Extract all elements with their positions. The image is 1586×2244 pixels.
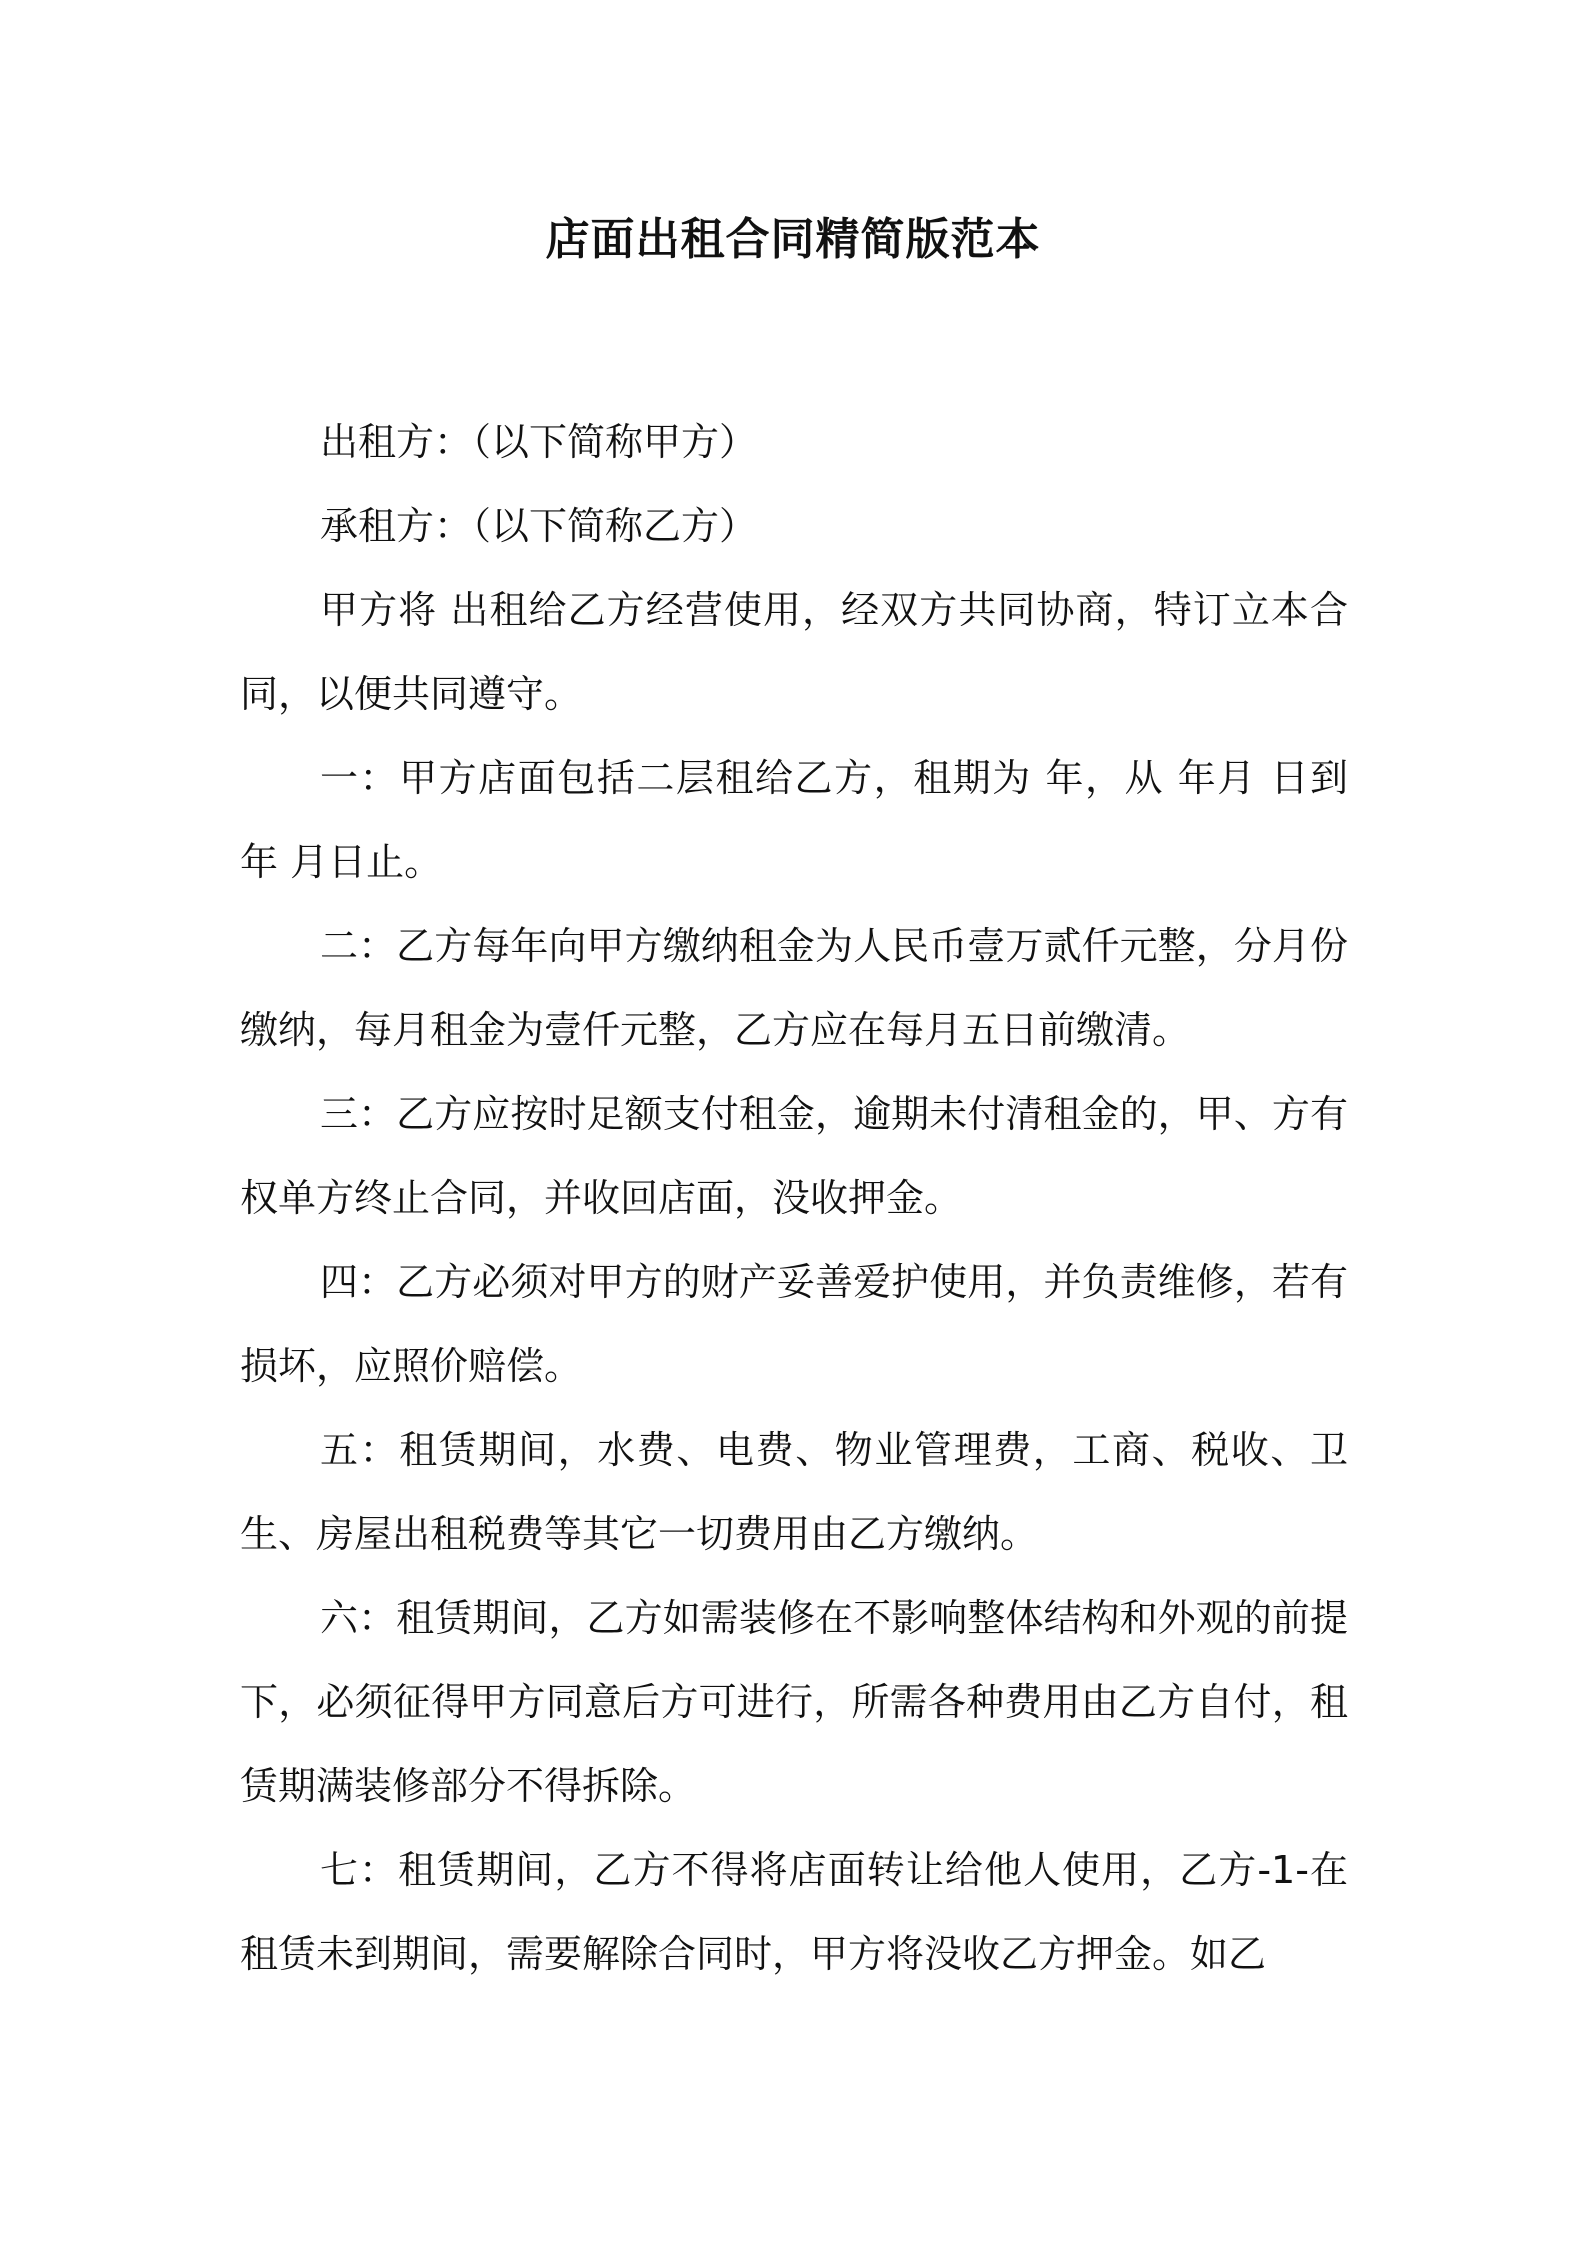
clause-7: 七：租赁期间，乙方不得将店面转让给他人使用，乙方-1-在租赁未到期间，需要解除合同时，甲方将没收乙方押金。如乙 bbox=[240, 1848, 1348, 1976]
clause-5: 五：租赁期间，水费、电费、物业管理费，工商、税收、卫生、房屋出租税费等其它一切费用由乙方缴纳。 bbox=[240, 1428, 1348, 1556]
lessor-line: 出租方：（以下简称甲方） bbox=[320, 420, 758, 464]
document-title: 店面出租合同精简版范本 bbox=[545, 214, 1041, 265]
clause-4: 四：乙方必须对甲方的财产妥善爱护使用，并负责维修，若有损坏，应照价赔偿。 bbox=[240, 1260, 1348, 1388]
clause-1: 一：甲方店面包括二层租给乙方，租期为 年，从 年月 日到 年 月日止。 bbox=[240, 756, 1348, 884]
clause-2: 二：乙方每年向甲方缴纳租金为人民币壹万贰仟元整，分月份缴纳，每月租金为壹仟元整，乙方应在每月五日前缴清。 bbox=[240, 924, 1348, 1052]
document-body bbox=[240, 400, 1348, 1996]
clause-6: 六：租赁期间，乙方如需装修在不影响整体结构和外观的前提下，必须征得甲方同意后方可进行，所需各种费用由乙方自付，租赁期满装修部分不得拆除。 bbox=[240, 1596, 1348, 1808]
lessee-line: 承租方：（以下简称乙方） bbox=[320, 504, 758, 548]
clause-3: 三：乙方应按时足额支付租金，逾期未付清租金的，甲、方有权单方终止合同，并收回店面，没收押金。 bbox=[240, 1092, 1348, 1220]
intro-paragraph: 甲方将 出租给乙方经营使用，经双方共同协商，特订立本合同，以便共同遵守。 bbox=[240, 588, 1348, 716]
